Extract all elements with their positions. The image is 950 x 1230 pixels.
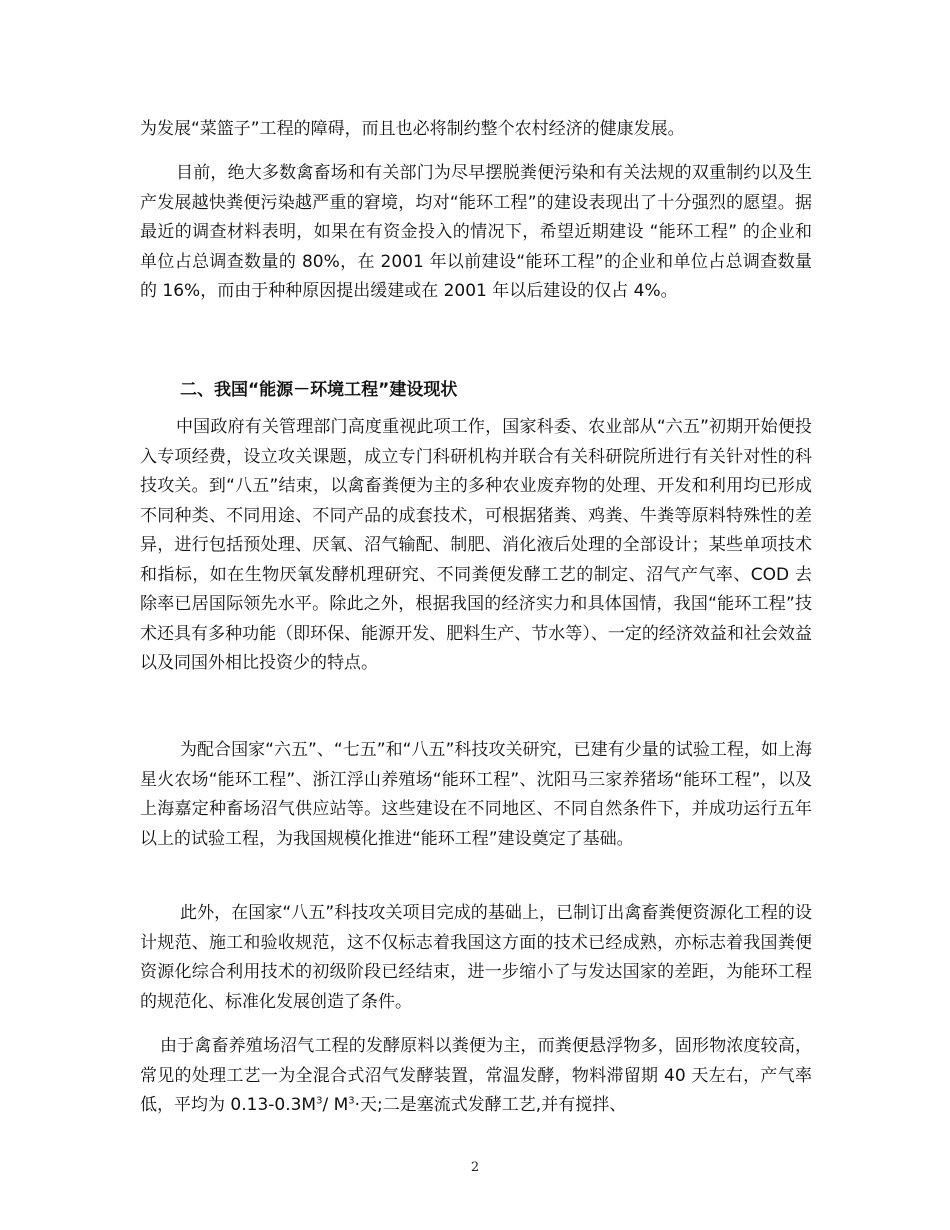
- superscript: 3: [348, 1095, 355, 1107]
- text-segment: ·天;二是塞流式发酵工艺,并有搅拌、: [354, 1095, 627, 1115]
- paragraph-text: 此外，在国家“八五”科技攻关项目完成的基础上，已制订出禽畜粪便资源化工程的设计规范、施工和验收规范，这不仅标志着我国这方面的技术已经成熟，亦标志着我国粪便资源化综合利用技术的初级阶段已经结束，进一步缩小了与发达国家的差距，为能环工程的规范化、标准化发展创造了条件。: [140, 903, 812, 1012]
- paragraph-standards: [140, 899, 812, 1017]
- paragraph-government-research: [140, 413, 812, 679]
- paragraph-current-situation: [140, 159, 812, 307]
- paragraph-pilot-projects: [140, 736, 812, 854]
- paragraph-text: 目前，绝大多数禽畜场和有关部门为尽早摆脱粪便污染和有关法规的双重制约以及生产发展越快粪便污染越严重的窘境，均对“能环工程”的建设表现出了十分强烈的愿望。据最近的调查材料表明，如果在有资金投入的情况下，希望近期建设 “能环工程” 的企业和单位占总调查数量的 80%，在 2001 年以前建设“能环工程”的企业和单位占总调查数量的 16%，而由于种种原因提出缓建或在 2001 年以后建设的仅占 4%。: [140, 163, 812, 301]
- superscript: 3: [316, 1095, 323, 1107]
- paragraph-text: [140, 1032, 812, 1121]
- paragraph-text: 为发展“菜篮子”工程的障碍，而且也必将制约整个农村经济的健康发展。: [140, 119, 685, 139]
- paragraph-fermentation-process: [140, 1032, 812, 1121]
- page-number: 2: [470, 1160, 480, 1175]
- section-heading: 二、我国“能源－环境工程”建设现状: [180, 380, 458, 400]
- text-segment: 由于禽畜养殖场沼气工程的发酵原料以粪便为主，而粪便悬浮物多，固形物浓度较高，常见的处理工艺一为全混合式沼气发酵装置，常温发酵，物料滞留期 40 天左右，产气率低，平均为 0.13-0.3M: [140, 1036, 812, 1115]
- paragraph-text: 中国政府有关管理部门高度重视此项工作，国家科委、农业部从“六五”初期开始便投入专项经费，设立攻关课题，成立专门科研机构并联合有关科研院所进行有关针对性的科技攻关。到“八五”结束，以禽畜粪便为主的多种农业废弃物的处理、开发和利用均已形成不同种类、不同用途、不同产品的成套技术，可根据猪粪、鸡粪、牛粪等原料特殊性的差异，进行包括预处理、厌氧、沼气输配、制肥、消化液后处理的全部设计；某些单项技术和指标，如在生物厌氧发酵机理研究、不同粪便发酵工艺的制定、沼气产气率、COD 去除率已居国际领先水平。除此之外，根据我国的经济实力和具体国情，我国“能环工程”技术还具有多种功能（即环保、能源开发、肥料生产、节水等）、一定的经济效益和社会效益以及同国外相比投资少的特点。: [140, 417, 812, 673]
- text-segment: / M: [322, 1095, 349, 1115]
- paragraph-text: 为配合国家“六五”、“七五”和“八五”科技攻关研究，已建有少量的试验工程，如上海星火农场“能环工程”、浙江浮山养殖场“能环工程”、沈阳马三家养猪场“能环工程”，以及上海嘉定种畜场沼气供应站等。这些建设在不同地区、不同自然条件下，并成功运行五年以上的试验工程，为我国规模化推进“能环工程”建设奠定了基础。: [140, 740, 812, 849]
- paragraph-continuation: [140, 115, 812, 145]
